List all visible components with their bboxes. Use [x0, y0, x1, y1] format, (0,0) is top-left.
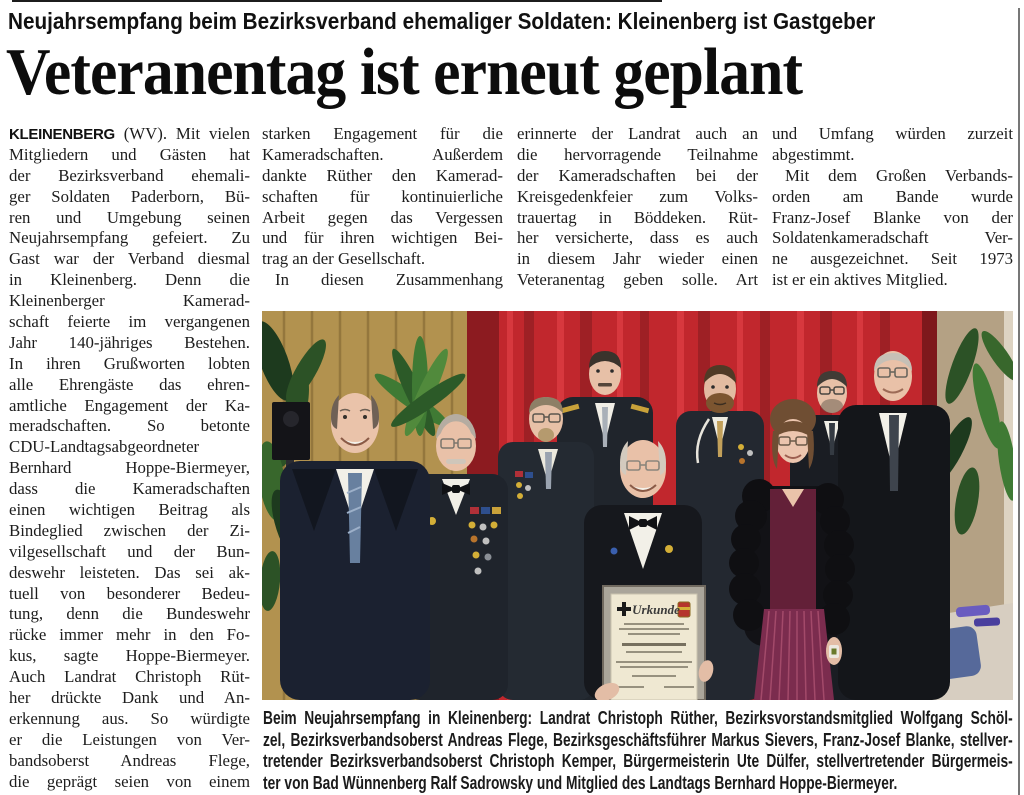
body-line: einen wichtigen Beitrag als [9, 500, 250, 520]
body-line: Arbeit gegen das Vergessen [262, 207, 503, 227]
body-line: In ihren Grußworten lobten [9, 353, 250, 373]
body-line: deswehr leisteten. Das sei ak- [9, 562, 250, 582]
certificate-title: Urkunde [632, 602, 680, 617]
body-line: ren und Umgebung seinen [9, 207, 250, 227]
body-line: Neujahrsempfang gefeiert. Zu [9, 228, 250, 248]
body-line: starken Engagement für die [262, 124, 503, 143]
body-line: der Kameradschaften bei der [517, 165, 758, 185]
body-line: rücke immer mehr in den Fo- [9, 625, 250, 645]
body-line: erinnerte der Landrat auch an [517, 124, 758, 143]
body-line: und für ihren wichtigen Bei- [262, 228, 503, 248]
body-line: abgestimmt. [772, 144, 855, 164]
body-line: bandsoberst Andreas Flege, [9, 750, 250, 770]
column-rule-right [1018, 8, 1020, 795]
photo-scene [262, 311, 1013, 700]
body-line: erkennung aus. So würdigte [9, 708, 250, 728]
body-line: die geprägt seien von einem [9, 771, 250, 791]
group-photo [262, 311, 1013, 700]
caption-line: tretender Bezirksverbandsoberst Christoph Kemper, Bürgermeisterin Ute Dülfer, stellvertretender Bürgermeis- [263, 751, 1013, 772]
body-line: vilgesellschaft und der Bun- [9, 541, 250, 561]
body-line: ne ausgezeichnet. Seit 1973 [772, 249, 1013, 269]
caption-line: zel, Bezirksverbandsoberst Andreas Flege, Bezirksgeschäftsführer Markus Sievers, Franz-Josef Blanke, stellver- [263, 729, 1013, 750]
body-line: er die Leistungen von Ver- [9, 729, 250, 749]
article-column-4 [772, 124, 1013, 291]
caption-line: Beim Neujahrsempfang in Kleinenberg: Landrat Christoph Rüther, Bezirksvorstandsmitglied Wolfgang Schöl- [263, 708, 1013, 728]
body-line: orden am Bande wurde [772, 186, 1013, 206]
body-line: ist er ein aktives Mitglied. [772, 270, 948, 290]
body-line: trag an der Gesellschaft. [262, 249, 426, 269]
body-line: KLEINENBERG (WV). Mit vielen [9, 124, 250, 143]
body-line: Kameradschaften. Außerdem [262, 144, 503, 164]
body-line: und Umfang würden zurzeit [772, 124, 1013, 143]
body-line: her drückte Dank und An- [9, 688, 250, 708]
body-line: Bernhard Hoppe-Biermeyer, [9, 458, 250, 478]
body-line: Mit dem Großen Verbands- [785, 165, 1013, 185]
body-line: Bindeglied zwischen der Zi- [9, 520, 250, 540]
body-line: amtliche Engagement der Ka- [9, 395, 250, 415]
article-column-1 [9, 124, 250, 793]
body-line: der Bezirksverband ehemali- [9, 165, 250, 185]
photo-caption [263, 708, 1015, 794]
body-line: her versicherte, dass es auch [517, 228, 758, 248]
certificate [592, 586, 716, 700]
body-line: trauertag in Böddeken. Rüt- [517, 207, 758, 227]
body-line: schaft feierte im vergangenen [9, 312, 250, 332]
body-line: meradschaften. So betonte [9, 416, 250, 436]
body-line: tung, denn die Bundeswehr [9, 604, 250, 624]
article-column-2 [262, 124, 503, 291]
kicker: Neujahrsempfang beim Bezirksverband ehemaliger Soldaten: Kleinenberg ist Gastgeber [8, 8, 876, 34]
headline: Veteranentag ist erneut geplant [6, 35, 803, 109]
body-line: dankte Rüther den Kamerad- [262, 165, 503, 185]
body-line: in diesem Jahr wieder einen [517, 249, 758, 269]
body-line: dass die Kameradschaften [9, 479, 250, 499]
body-line: CDU-Landtagsabgeordneter [9, 437, 200, 457]
body-line: Soldatenkameradschaft Ver- [772, 228, 1013, 248]
body-line: Kreisgedenkfeier zum Volks- [517, 186, 758, 206]
floor-object-blue [974, 617, 1000, 626]
caption-line: ter von Bad Wünnenberg Ralf Sadrowsky und Mitglied des Landtags Bernhard Hoppe-Biermeyer. [263, 772, 898, 793]
photo-caption-text [263, 708, 1013, 794]
dateline-lead: KLEINENBERG [9, 126, 115, 143]
body-line: kus, sagte Hoppe-Biermeyer. [9, 646, 250, 666]
person-flege [498, 397, 594, 700]
body-line: In diesen Zusammenhang [275, 270, 503, 290]
body-line: Mitgliedern und Gästen hat [9, 144, 250, 164]
body-line: alle Ehrengäste das ehren- [9, 374, 250, 394]
body-line: die hervorragende Teilnahme [517, 144, 758, 164]
page-crop-line [12, 0, 662, 2]
body-line: Jahr 140-jähriges Bestehen. [9, 332, 250, 352]
article-column-3 [517, 124, 758, 291]
body-line: Veteranentag geben solle. Art [517, 270, 758, 290]
body-line: schaften für kontinuierliche [262, 186, 503, 206]
body-line: tuell von besonderer Bedeu- [9, 583, 250, 603]
body-line: ger Soldaten Paderborn, Bü- [9, 186, 250, 206]
body-line: Franz-Josef Blanke von der [772, 207, 1013, 227]
body-line: Kleinenberger Kamerad- [9, 291, 250, 311]
body-line: Gast war der Verband diesmal [9, 249, 250, 269]
body-line: in Kleinenberg. Denn die [9, 270, 250, 290]
body-line: Auch Landrat Christoph Rüt- [9, 667, 250, 687]
